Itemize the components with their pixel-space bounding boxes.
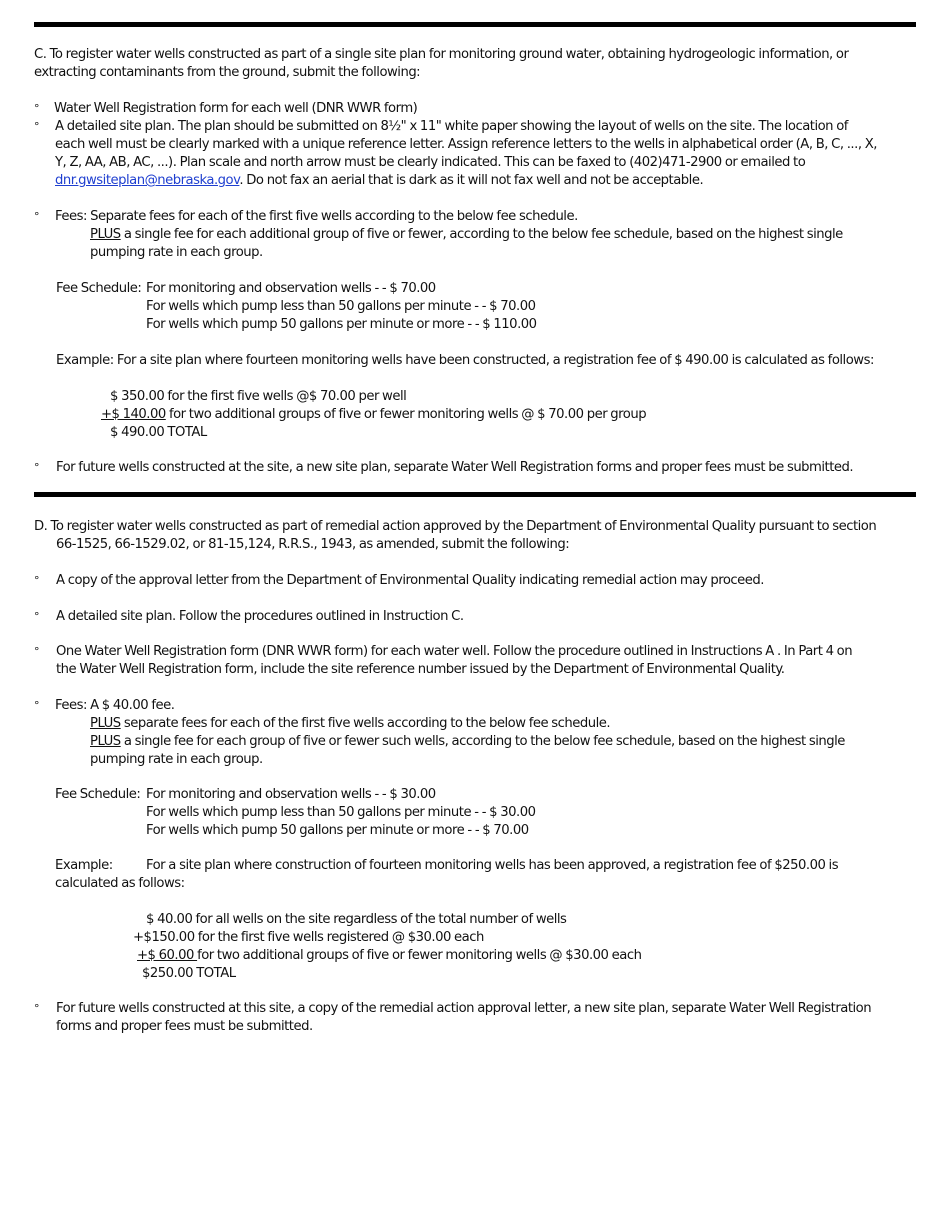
bullet-marker: ° (34, 120, 39, 133)
section-c-intro-line-1: C. To register water wells constructed as part of a single site plan for monitoring ground water, obtaining hydrogeologic information, or (34, 47, 849, 62)
bullet-marker: ° (34, 645, 39, 658)
section-d-plus-line-1 (90, 715, 610, 733)
section-c-plus-line-2: pumping rate in each group. (90, 245, 263, 260)
bullet-marker: ° (34, 699, 39, 712)
section-c-fee-schedule-item-3: For wells which pump 50 gallons per minute or more - - $ 110.00 (146, 317, 537, 332)
section-c-site-plan-line-4 (55, 172, 703, 190)
section-d-calc-line-2: +$150.00 for the first five wells registered @ $30.00 each (133, 930, 484, 945)
section-d-future-wells-line-1: For future wells constructed at this site, a copy of the remedial action approval letter, a new site plan, separate Water Well Registration (56, 1001, 872, 1016)
section-d-calc-line-3 (137, 947, 641, 965)
section-d-calc-description: for two additional groups of five or fewer monitoring wells @ $30.00 each (197, 948, 642, 963)
bullet-marker: ° (34, 102, 39, 115)
plus-word: PLUS (90, 734, 121, 749)
section-d-calc-amount: +$ 60.00 (137, 948, 198, 963)
section-d-example-line-2: calculated as follows: (55, 876, 185, 891)
section-c-example-line: Example: For a site plan where fourteen monitoring wells have been constructed, a registration fee of $ 490.00 is calculated as follows: (56, 353, 874, 368)
section-d-plus-line-3: pumping rate in each group. (90, 752, 263, 767)
section-c-future-wells-line: For future wells constructed at the site, a new site plan, separate Water Well Registration forms and proper fees must be submitted. (56, 460, 854, 475)
top-divider (34, 22, 916, 27)
section-d-item-site-plan: A detailed site plan. Follow the procedures outlined in Instruction C. (56, 609, 464, 624)
bullet-marker: ° (34, 461, 39, 474)
section-c-intro-line-2: extracting contaminants from the ground, submit the following: (34, 65, 421, 80)
section-d-fees-line: Fees: A $ 40.00 fee. (55, 698, 175, 713)
section-d-example-text: For a site plan where construction of fourteen monitoring wells has been approved, a registration fee of $250.00 is (146, 858, 839, 873)
section-c-fee-schedule-label: Fee Schedule: (56, 281, 142, 296)
section-c-fee-schedule-item-1: For monitoring and observation wells - - $ 70.00 (146, 281, 436, 296)
section-d-intro-line-1: D. To register water wells constructed as part of remedial action approved by the Department of Environmental Quality pursuant to section (34, 519, 877, 534)
section-c-calc-total: $ 490.00 TOTAL (110, 425, 207, 440)
section-d-fee-schedule-item-3: For wells which pump 50 gallons per minute or more - - $ 70.00 (146, 823, 529, 838)
section-d-item-approval-letter: A copy of the approval letter from the Department of Environmental Quality indicating remedial action may proceed. (56, 573, 764, 588)
section-c-fee-schedule-item-2: For wells which pump less than 50 gallons per minute - - $ 70.00 (146, 299, 536, 314)
section-d-fee-schedule-item-2: For wells which pump less than 50 gallons per minute - - $ 30.00 (146, 805, 536, 820)
plus-word: PLUS (90, 716, 121, 731)
bullet-marker: ° (34, 1002, 39, 1015)
section-d-item-registration-line-1: One Water Well Registration form (DNR WWR form) for each water well. Follow the procedure outlined in Instructions A . In Part 4 on (56, 644, 853, 659)
section-d-plus-text-2: a single fee for each group of five or fewer such wells, according to the below fee schedule, based on the highest single (120, 734, 845, 749)
bullet-marker: ° (34, 610, 39, 623)
section-c-calc-line-1: $ 350.00 for the first five wells @$ 70.00 per well (110, 389, 407, 404)
section-d-calc-line-1: $ 40.00 for all wells on the site regardless of the total number of wells (146, 912, 567, 927)
section-c-calc-description: for two additional groups of five or fewer monitoring wells @ $ 70.00 per group (165, 407, 647, 422)
section-d-example-label: Example: (55, 858, 113, 873)
section-c-plus-text: a single fee for each additional group of five or fewer, according to the below fee schedule, based on the highest single (120, 227, 843, 242)
email-link[interactable]: dnr.gwsiteplan@nebraska.gov (55, 173, 240, 188)
section-d-fee-schedule-label: Fee Schedule: (55, 787, 141, 802)
section-d-item-registration-line-2: the Water Well Registration form, include the site reference number issued by the Department of Environmental Quality. (56, 662, 785, 677)
section-c-item-registration-form: Water Well Registration form for each well (DNR WWR form) (54, 101, 418, 116)
plus-word: PLUS (90, 227, 121, 242)
section-d-plus-text-1: separate fees for each of the first five wells according to the below fee schedule. (120, 716, 611, 731)
section-d-calc-total: $250.00 TOTAL (142, 966, 236, 981)
section-divider (34, 492, 916, 497)
section-d-intro-line-2: 66-1525, 66-1529.02, or 81-15,124, R.R.S., 1943, as amended, submit the following: (56, 537, 570, 552)
section-d-fee-schedule-item-1: For monitoring and observation wells - - $ 30.00 (146, 787, 436, 802)
section-c-site-plan-line-2: each well must be clearly marked with a unique reference letter. Assign reference letters to the wells in alphabetical order (A, B, C, ..., X, (55, 137, 877, 152)
section-c-site-plan-line-1: A detailed site plan. The plan should be submitted on 8½" x 11" white paper showing the layout of wells on the site. The location of (55, 119, 848, 134)
section-c-plus-line-1 (90, 226, 843, 244)
section-c-calc-line-2 (101, 406, 646, 424)
section-c-calc-amount: +$ 140.00 (101, 407, 166, 422)
section-c-site-plan-line-3: Y, Z, AA, AB, AC, ...). Plan scale and north arrow must be clearly indicated. This can be faxed to (402)471-2900 or emailed to (55, 155, 806, 170)
section-c-site-plan-fax-note: . Do not fax an aerial that is dark as it will not fax well and not be acceptable. (239, 173, 704, 188)
section-d-plus-line-2 (90, 733, 845, 751)
section-d-future-wells-line-2: forms and proper fees must be submitted. (56, 1019, 313, 1034)
bullet-marker: ° (34, 574, 39, 587)
section-c-fees-line: Fees: Separate fees for each of the first five wells according to the below fee schedule. (55, 209, 578, 224)
bullet-marker: ° (34, 210, 39, 223)
